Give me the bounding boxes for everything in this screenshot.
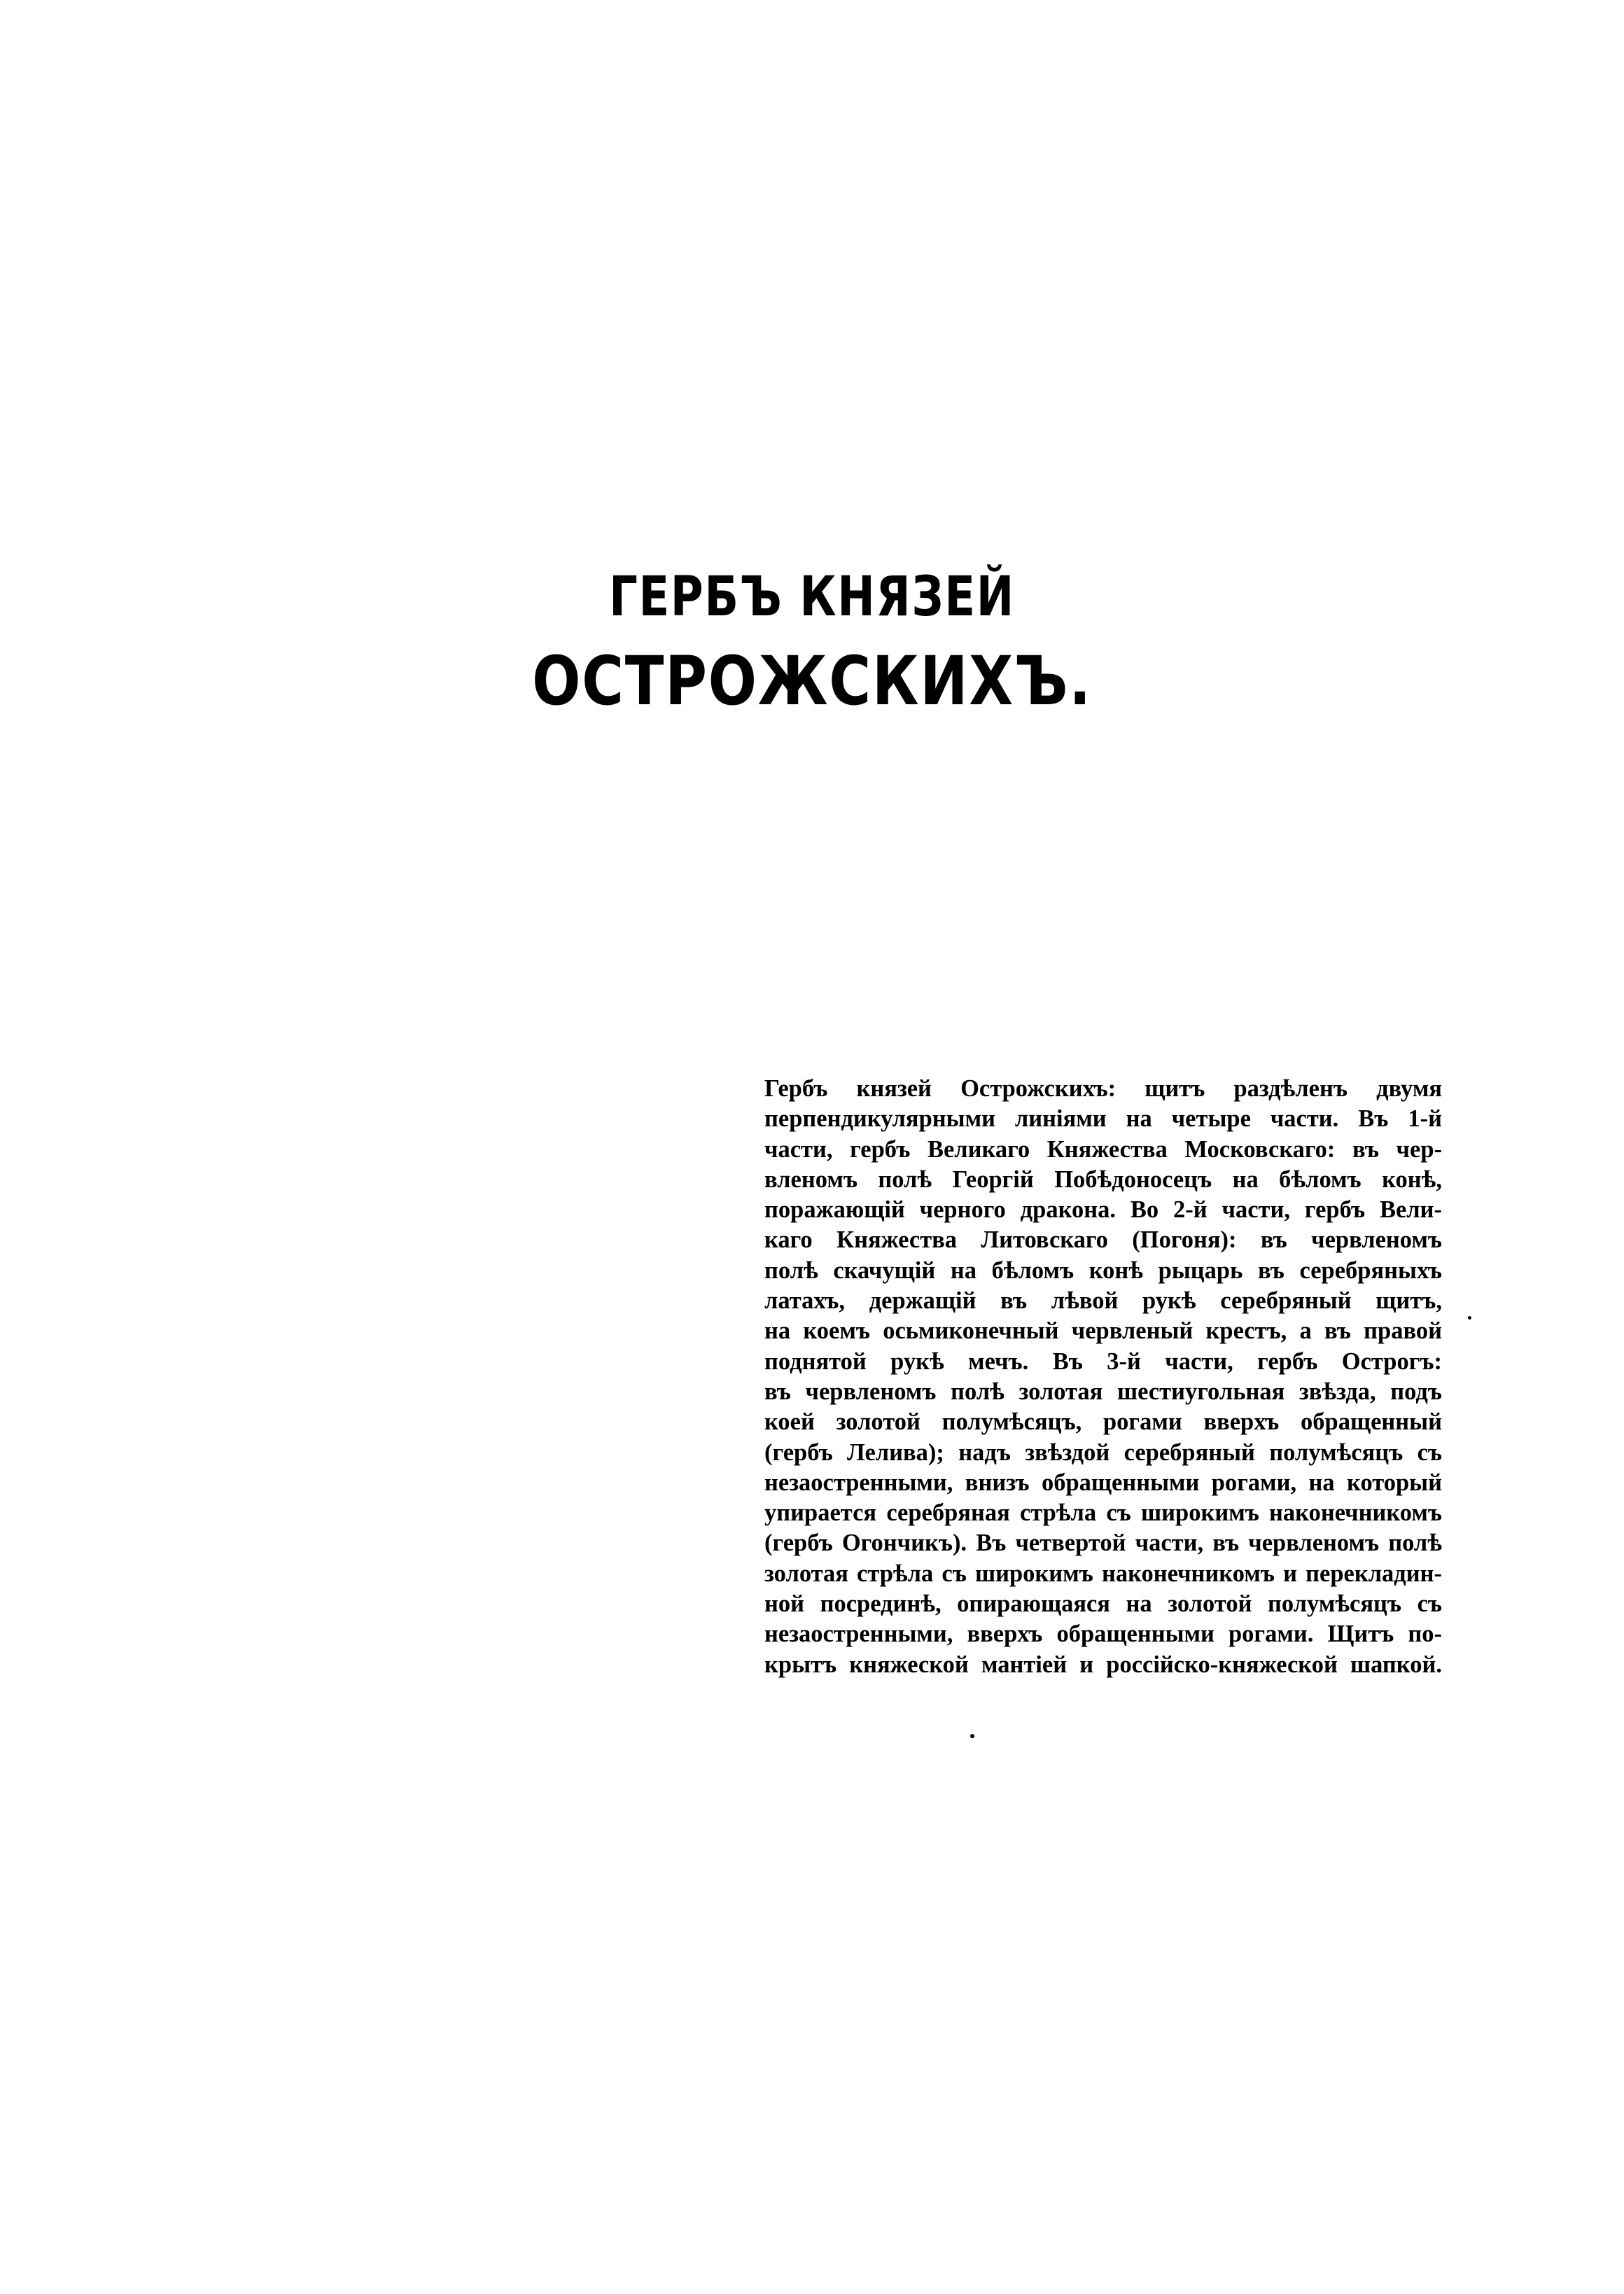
text-line: перпендикулярными линіями на четыре части. Въ 1-й	[764, 1105, 1442, 1133]
text-line: упирается серебряная стрѣла съ широкимъ наконечникомъ	[764, 1499, 1442, 1527]
text-line: на коемъ осьмиконечный червленый крестъ, а въ правой	[764, 1317, 1442, 1345]
text-line: коей золотой полумѣсяцъ, рогами вверхъ обращенный	[764, 1408, 1442, 1436]
text-line: золотая стрѣла съ широкимъ наконечникомъ и перекладин-	[764, 1560, 1442, 1587]
print-speck	[1468, 1316, 1471, 1320]
coat-of-arms-description	[764, 1074, 1442, 1680]
text-line: поднятой рукѣ мечъ. Въ 3-й части, гербъ Острогъ:	[764, 1348, 1442, 1375]
text-line: вленомъ полѣ Георгій Побѣдоносецъ на бѣломъ конѣ,	[764, 1166, 1442, 1193]
text-line: латахъ, держащій въ лѣвой рукѣ серебряный щитъ,	[764, 1287, 1442, 1315]
print-speck	[970, 1734, 974, 1738]
text-line: полѣ скачущій на бѣломъ конѣ рыцарь въ серебряныхъ	[764, 1257, 1442, 1284]
page-title-line-2: ОСТРОЖСКИХЪ.	[532, 642, 1092, 720]
text-line: незаостренными, вверхъ обращенными рогами. Щитъ по-	[764, 1621, 1442, 1648]
text-line: части, гербъ Великаго Княжества Московскаго: въ чер-	[764, 1135, 1442, 1163]
text-line: каго Княжества Литовскаго (Погоня): въ червленомъ	[764, 1226, 1442, 1254]
page-title-line-1: ГЕРБЪ КНЯЗЕЙ	[609, 566, 1015, 629]
text-line: (гербъ Огончикъ). Въ четвертой части, въ червленомъ полѣ	[764, 1530, 1442, 1557]
text-line: крытъ княжеской мантіей и россійско-княжеской шапкой.	[764, 1651, 1442, 1678]
text-line: Гербъ князей Острожскихъ: щитъ раздѣленъ двумя	[764, 1075, 1442, 1102]
text-line: ной посрединѣ, опирающаяся на золотой полумѣсяцъ съ	[764, 1590, 1442, 1618]
text-line: поражающій черного дракона. Во 2-й части, гербъ Вели-	[764, 1196, 1442, 1224]
text-line: (гербъ Лелива); надъ звѣздой серебряный полумѣсяцъ съ	[764, 1439, 1442, 1466]
text-line: въ червленомъ полѣ золотая шестиугольная звѣзда, подъ	[764, 1378, 1442, 1405]
text-line: незаостренными, внизъ обращенными рогами, на который	[764, 1469, 1442, 1496]
